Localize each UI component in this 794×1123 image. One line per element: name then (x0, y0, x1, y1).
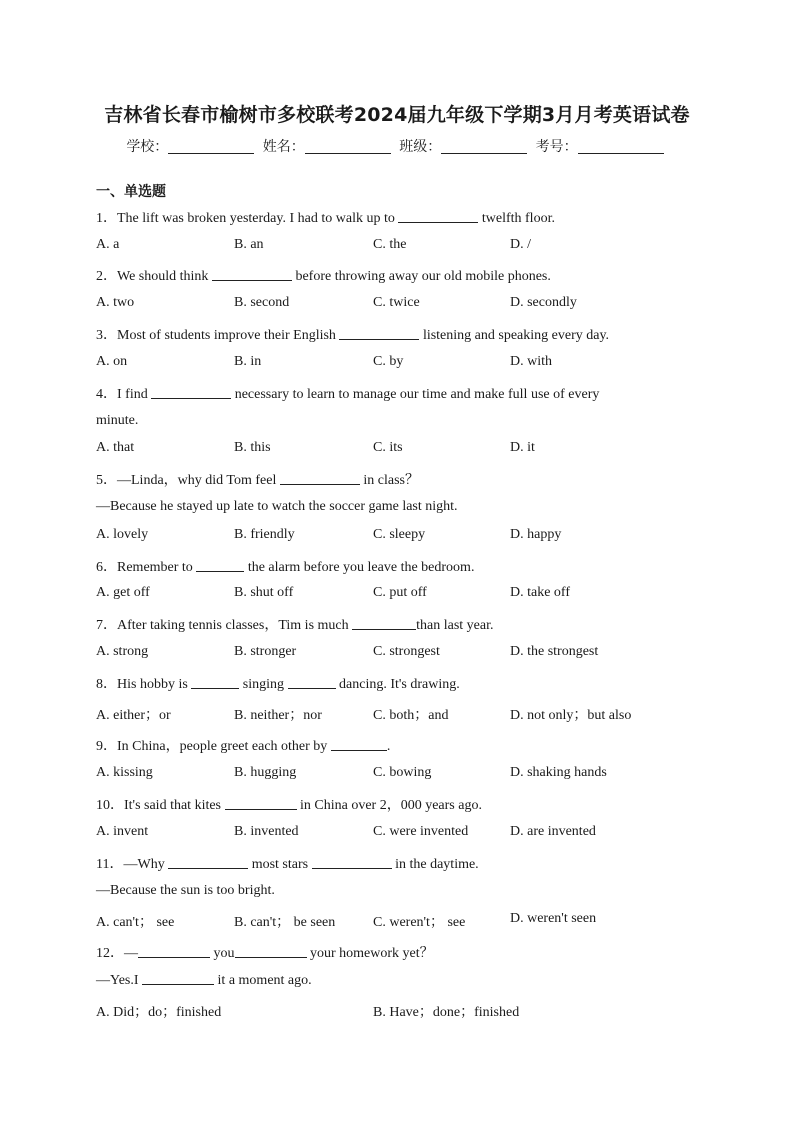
option-b: B. in (234, 354, 262, 369)
answer-blank (280, 472, 360, 485)
answer-blank (151, 386, 231, 399)
question-text: 5．—Linda，why did Tom feel (96, 473, 280, 488)
question-text: you (210, 946, 235, 961)
option-b: B. invented (234, 824, 299, 839)
answer-blank (288, 676, 336, 689)
question-4 (96, 383, 599, 403)
question-text: —Yes.I (96, 973, 143, 988)
option-d: D. shaking hands (510, 765, 607, 780)
option-a: A. can't； see (96, 915, 175, 930)
option-c: C. both；and (373, 708, 449, 723)
question-text: 4．I find (96, 387, 152, 402)
option-b: B. this (234, 440, 271, 455)
question-12-response (96, 972, 312, 989)
option-b: B. hugging (234, 765, 297, 780)
question-7 (96, 614, 494, 634)
question-text: 7．After taking tennis classes，Tim is much (96, 618, 353, 633)
question-text: singing (239, 677, 288, 692)
option-c: C. the (373, 237, 407, 252)
class-blank[interactable] (441, 139, 527, 154)
question-text: in the daytime. (391, 857, 479, 872)
answer-blank (138, 945, 210, 958)
option-d: D. / (510, 237, 531, 252)
question-4-continued: minute. (96, 413, 139, 428)
option-d: D. the strongest (510, 644, 599, 659)
option-a: A. that (96, 440, 135, 455)
question-2 (96, 265, 551, 285)
question-text: in China over 2，000 years ago. (296, 798, 482, 813)
option-c: C. were invented (373, 824, 469, 839)
section-title: 一、单选题 (96, 184, 166, 200)
option-c: C. its (373, 440, 403, 455)
answer-blank (312, 856, 392, 869)
school-blank[interactable] (168, 139, 254, 154)
question-text: 2．We should think (96, 269, 212, 284)
question-text: 1．The lift was broken yesterday. I had to walk up to (96, 211, 399, 226)
option-a: A. kissing (96, 765, 153, 780)
answer-blank (191, 676, 239, 689)
option-d: D. it (510, 440, 535, 455)
question-text: 8．His hobby is (96, 677, 192, 692)
question-text: 3．Most of students improve their English (96, 328, 340, 343)
answer-blank (196, 559, 244, 572)
question-text: . (386, 739, 391, 754)
question-5-response: —Because he stayed up late to watch the soccer game last night. (96, 499, 458, 514)
question-text: your homework yet？ (306, 946, 434, 961)
question-text: dancing. It's drawing. (335, 677, 460, 692)
question-text: necessary to learn to manage our time and make full use of every (231, 387, 600, 402)
school-label: 学校： (126, 139, 169, 155)
question-text: than last year. (416, 618, 494, 633)
option-b: B. shut off (234, 585, 294, 600)
option-c: C. by (373, 354, 404, 369)
option-c: C. strongest (373, 644, 440, 659)
question-text: listening and speaking every day. (419, 328, 610, 343)
question-8 (96, 673, 460, 693)
option-c: C. sleepy (373, 527, 426, 542)
option-b: B. Have；done；finished (373, 1005, 520, 1020)
question-text: in class？ (359, 473, 419, 488)
question-text: the alarm before you leave the bedroom. (244, 560, 475, 575)
question-text: 6．Remember to (96, 560, 197, 575)
question-text: 9．In China，people greet each other by (96, 739, 331, 754)
question-12 (96, 942, 434, 962)
option-c: C. weren't； see (373, 915, 466, 930)
answer-blank (225, 797, 297, 810)
number-label: 考号： (535, 139, 578, 155)
option-d: D. not only；but also (510, 708, 632, 723)
option-d: D. happy (510, 527, 562, 542)
option-a: A. invent (96, 824, 149, 839)
answer-blank (352, 617, 416, 630)
question-1 (96, 207, 555, 227)
option-c: C. put off (373, 585, 427, 600)
name-label: 姓名： (262, 139, 305, 155)
question-text: most stars (248, 857, 312, 872)
option-b: B. an (234, 237, 264, 252)
answer-blank (398, 210, 478, 223)
option-a: A. get off (96, 585, 150, 600)
option-a: A. either；or (96, 708, 171, 723)
option-a: A. two (96, 295, 135, 310)
option-a: A. Did；do；finished (96, 1005, 222, 1020)
number-blank[interactable] (578, 139, 664, 154)
option-c: C. twice (373, 295, 420, 310)
option-a: A. lovely (96, 527, 149, 542)
exam-title: 吉林省长春市榆树市多校联考2024届九年级下学期3月月考英语试卷 (104, 104, 690, 126)
question-text: 12．— (96, 946, 138, 961)
option-a: A. a (96, 237, 120, 252)
answer-blank (142, 972, 214, 985)
question-11-response: —Because the sun is too bright. (96, 883, 275, 898)
answer-blank (235, 945, 307, 958)
option-d: D. are invented (510, 824, 596, 839)
option-c: C. bowing (373, 765, 432, 780)
option-d: D. with (510, 354, 552, 369)
class-label: 班级： (399, 139, 442, 155)
answer-blank (339, 327, 419, 340)
answer-blank (331, 738, 387, 751)
option-d: D. secondly (510, 295, 577, 310)
question-3 (96, 324, 609, 344)
option-a: A. on (96, 354, 128, 369)
question-10 (96, 794, 482, 814)
question-text: it a moment ago. (214, 973, 312, 988)
answer-blank (212, 268, 292, 281)
option-b: B. neither；nor (234, 708, 322, 723)
question-5 (96, 469, 419, 489)
student-info-line (0, 136, 794, 156)
option-b: B. stronger (234, 644, 297, 659)
question-text: twelfth floor. (478, 211, 555, 226)
question-text: before throwing away our old mobile phones. (291, 269, 551, 284)
name-blank[interactable] (305, 139, 391, 154)
option-d: D. weren't seen (510, 911, 597, 926)
question-text: 10．It's said that kites (96, 798, 225, 813)
question-9 (96, 735, 390, 755)
answer-blank (168, 856, 248, 869)
option-b: B. second (234, 295, 290, 310)
question-6 (96, 556, 474, 576)
question-11 (96, 853, 479, 873)
option-b: B. friendly (234, 527, 295, 542)
option-b: B. can't； be seen (234, 915, 336, 930)
option-d: D. take off (510, 585, 570, 600)
question-text: 11．—Why (96, 857, 169, 872)
option-a: A. strong (96, 644, 149, 659)
